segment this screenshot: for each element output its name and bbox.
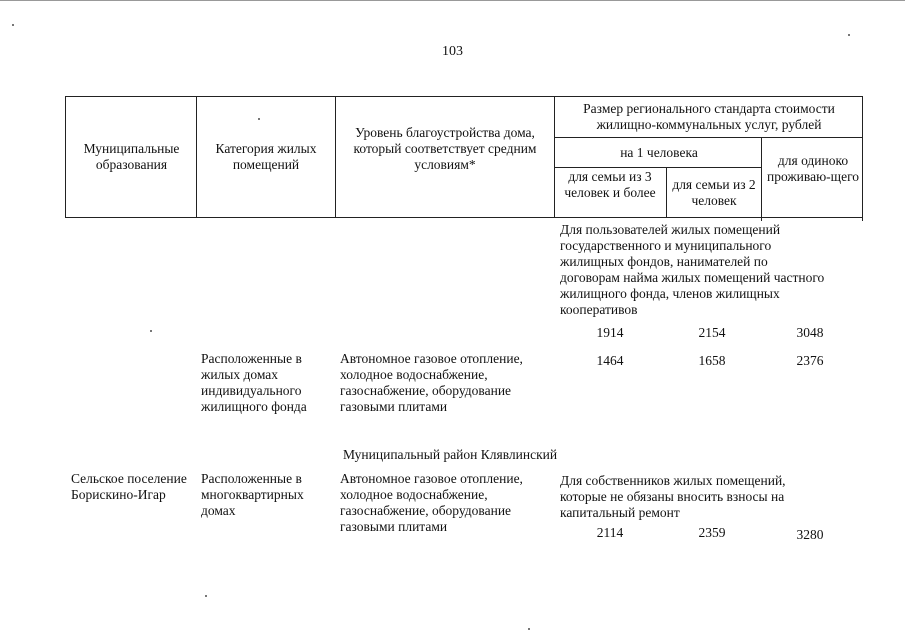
scan-speck [150, 330, 152, 332]
header-level: Уровень благоустройства дома, который соответствует средним условиям* [353, 125, 537, 172]
row2-value-family3: 1464 [596, 353, 624, 368]
block1-value-single: 3048 [796, 325, 824, 340]
block1-value-family2: 2154 [698, 325, 726, 340]
row3-category: Расположенные в многоквартирных домах [201, 471, 304, 518]
header-municipal: Муниципальные образования [83, 141, 180, 172]
row3-municipal: Сельское поселение Борискино-Игар [71, 471, 187, 502]
col-divider [196, 97, 197, 217]
col-divider [554, 97, 555, 217]
col-divider [666, 167, 667, 217]
row3-note: Для собственников жилых помещений, которые не обязаны вносить взносы на капитальный ремонт [560, 473, 786, 520]
table-header [65, 96, 863, 218]
header-per-person: на 1 человека [620, 145, 698, 160]
header-category: Категория жилых помещений [215, 141, 317, 172]
col-divider [862, 97, 863, 221]
header-family3: для семьи из 3 человек и более [564, 169, 656, 200]
page-number: 103 [442, 44, 463, 59]
scan-speck [848, 34, 850, 36]
row3-value-family2: 2359 [698, 525, 726, 540]
block1-value-family3: 1914 [596, 325, 624, 340]
scan-speck [528, 628, 530, 630]
block1-note: Для пользователей жилых помещений государственного и муниципального жилищных фондов, нанимателей по договорам найма жилых помещений частного жилищного фонда, членов жилищных кооперативов [560, 222, 825, 317]
row3-level: Автономное газовое отопление, холодное водоснабжение, газоснабжение, оборудование газовыми плитами [340, 471, 523, 534]
scan-speck [205, 595, 207, 597]
col-divider [335, 97, 336, 217]
row-divider [554, 167, 762, 168]
scan-speck [258, 118, 260, 120]
scan-speck [12, 24, 14, 26]
district-heading: Муниципальный район Клявлинский [343, 447, 558, 462]
scan-edge-line [0, 0, 905, 1]
row2-value-single: 2376 [796, 353, 824, 368]
row3-value-single: 3280 [796, 527, 824, 542]
row-divider [554, 137, 863, 138]
header-standard: Размер регионального стандарта стоимости жилищно-коммунальных услуг, рублей [583, 101, 835, 132]
header-single: для одиноко проживаю-щего [766, 153, 860, 184]
col-divider [761, 137, 762, 221]
row2-value-family2: 1658 [698, 353, 726, 368]
row3-value-family3: 2114 [596, 525, 624, 540]
row2-category: Расположенные в жилых домах индивидуального жилищного фонда [201, 351, 307, 414]
header-family2: для семьи из 2 человек [672, 177, 756, 208]
row2-level: Автономное газовое отопление, холодное водоснабжение, газоснабжение, оборудование газовыми плитами [340, 351, 523, 414]
